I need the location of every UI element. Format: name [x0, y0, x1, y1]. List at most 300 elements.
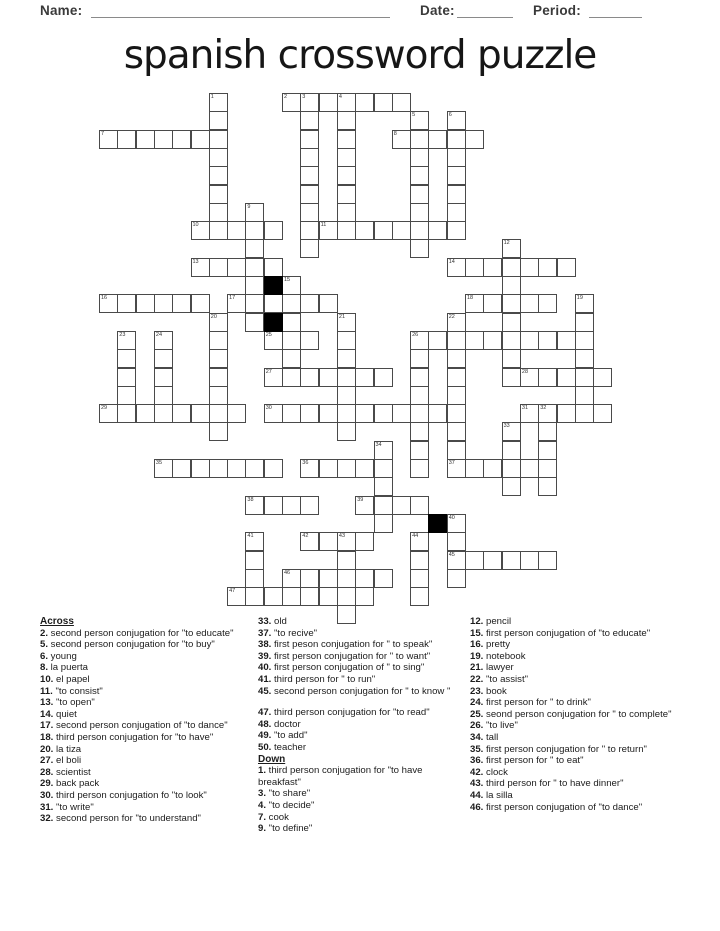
grid-cell[interactable]	[337, 203, 356, 222]
grid-cell[interactable]	[502, 551, 521, 570]
grid-cell[interactable]	[319, 93, 338, 112]
grid-cell[interactable]	[337, 551, 356, 570]
clue-item-number: 31.	[40, 801, 57, 813]
grid-cell[interactable]	[392, 93, 411, 112]
grid-cell[interactable]	[520, 404, 539, 423]
grid-cell[interactable]	[392, 404, 411, 423]
grid-cell[interactable]	[447, 331, 466, 350]
grid-cell[interactable]	[337, 221, 356, 240]
clue-item-number: 48.	[258, 718, 275, 730]
grid-cell[interactable]	[337, 368, 356, 387]
clue-item: 16. pretty	[470, 639, 511, 651]
grid-cell[interactable]	[245, 496, 264, 515]
grid-cell[interactable]	[282, 587, 301, 606]
grid-cell[interactable]	[264, 368, 283, 387]
grid-cell[interactable]	[245, 587, 264, 606]
grid-cell[interactable]	[99, 294, 118, 313]
grid-cell[interactable]	[300, 93, 319, 112]
grid-cell[interactable]	[319, 404, 338, 423]
grid-cell[interactable]	[172, 404, 191, 423]
grid-cell[interactable]	[337, 422, 356, 441]
grid-cell[interactable]	[538, 459, 557, 478]
clue-item-number: 24.	[470, 697, 487, 709]
grid-cell[interactable]	[282, 276, 301, 295]
grid-cell[interactable]	[209, 258, 228, 277]
grid-cell[interactable]	[483, 331, 502, 350]
grid-cell[interactable]	[117, 386, 136, 405]
grid-cell[interactable]	[99, 130, 118, 149]
grid-cell[interactable]	[538, 441, 557, 460]
clue-item: 40. first person conjugation of " to sing"	[258, 662, 425, 674]
grid-cell[interactable]	[447, 514, 466, 533]
grid-cell[interactable]	[355, 587, 374, 606]
grid-cell[interactable]	[465, 294, 484, 313]
grid-cell[interactable]	[410, 404, 429, 423]
clue-number: 33	[503, 423, 510, 430]
clue-item-number: 37.	[258, 627, 275, 639]
grid-cell[interactable]	[447, 368, 466, 387]
clue-item: 30. third person conjugation fo "to look"	[40, 789, 207, 801]
grid-cell[interactable]	[502, 441, 521, 460]
grid-cell[interactable]	[593, 368, 612, 387]
grid-cell[interactable]	[319, 532, 338, 551]
grid-cell[interactable]	[593, 404, 612, 423]
grid-cell[interactable]	[282, 368, 301, 387]
grid-cell[interactable]	[538, 258, 557, 277]
grid-cell[interactable]	[300, 185, 319, 204]
grid-cell[interactable]	[245, 532, 264, 551]
clue-item-number: 1.	[258, 765, 269, 777]
grid-cell[interactable]	[355, 368, 374, 387]
clue-item-number: 15.	[470, 627, 487, 639]
grid-cell[interactable]	[374, 404, 393, 423]
grid-cell[interactable]	[154, 459, 173, 478]
grid-cell[interactable]	[410, 496, 429, 515]
grid-cell[interactable]	[136, 404, 155, 423]
grid-cell[interactable]	[337, 331, 356, 350]
clue-item-number: 42.	[470, 766, 487, 778]
grid-cell[interactable]	[337, 148, 356, 167]
grid-cell[interactable]	[300, 111, 319, 130]
grid-cell[interactable]	[483, 551, 502, 570]
grid-cell[interactable]	[227, 221, 246, 240]
grid-cell[interactable]	[117, 331, 136, 350]
clue-number: 30	[265, 405, 272, 412]
grid-cell[interactable]	[209, 331, 228, 350]
grid-cell[interactable]	[483, 459, 502, 478]
grid-cell[interactable]	[355, 532, 374, 551]
grid-cell[interactable]	[154, 349, 173, 368]
grid-cell[interactable]	[245, 239, 264, 258]
grid-cell[interactable]	[282, 313, 301, 332]
grid-cell[interactable]	[520, 551, 539, 570]
grid-cell[interactable]	[483, 294, 502, 313]
grid-cell[interactable]	[502, 422, 521, 441]
clue-item-number: 25.	[470, 708, 487, 720]
clue-number: 1	[210, 94, 214, 100]
grid-cell[interactable]	[465, 258, 484, 277]
grid-cell[interactable]	[300, 532, 319, 551]
grid-cell[interactable]	[502, 276, 521, 295]
grid-cell[interactable]	[209, 203, 228, 222]
grid-cell[interactable]	[209, 368, 228, 387]
grid-cell[interactable]	[538, 331, 557, 350]
grid-cell[interactable]	[410, 221, 429, 240]
clue-number: 4	[338, 94, 342, 100]
grid-cell[interactable]	[209, 313, 228, 332]
grid-cell[interactable]	[502, 331, 521, 350]
grid-cell[interactable]	[374, 221, 393, 240]
grid-cell[interactable]	[337, 166, 356, 185]
grid-cell[interactable]	[209, 185, 228, 204]
grid-cell[interactable]	[300, 239, 319, 258]
grid-cell[interactable]	[392, 130, 411, 149]
grid-cell[interactable]	[300, 221, 319, 240]
grid-cell[interactable]	[191, 221, 210, 240]
grid-cell[interactable]	[300, 148, 319, 167]
grid-cell[interactable]	[300, 496, 319, 515]
grid-cell[interactable]	[520, 459, 539, 478]
grid-cell[interactable]	[374, 459, 393, 478]
grid-cell[interactable]	[227, 294, 246, 313]
grid-cell[interactable]	[282, 331, 301, 350]
grid-cell[interactable]	[520, 368, 539, 387]
grid-cell[interactable]	[300, 587, 319, 606]
grid-cell[interactable]	[300, 404, 319, 423]
grid-cell[interactable]	[355, 459, 374, 478]
grid-cell[interactable]	[410, 331, 429, 350]
grid-cell[interactable]	[264, 459, 283, 478]
grid-cell[interactable]	[117, 404, 136, 423]
grid-cell[interactable]	[538, 368, 557, 387]
grid-cell[interactable]	[447, 569, 466, 588]
grid-cell[interactable]	[245, 551, 264, 570]
grid-cell[interactable]	[538, 422, 557, 441]
clue-spacer	[258, 697, 460, 707]
grid-cell[interactable]	[300, 166, 319, 185]
grid-cell[interactable]	[282, 294, 301, 313]
grid-cell[interactable]	[502, 239, 521, 258]
grid-cell[interactable]	[209, 422, 228, 441]
grid-cell[interactable]	[538, 477, 557, 496]
grid-cell[interactable]	[410, 459, 429, 478]
grid-cell[interactable]	[355, 569, 374, 588]
grid-cell[interactable]	[154, 331, 173, 350]
grid-cell[interactable]	[502, 349, 521, 368]
grid-cell[interactable]	[191, 258, 210, 277]
clue-number: 32	[540, 405, 547, 412]
grid-cell[interactable]	[337, 313, 356, 332]
grid-cell[interactable]	[410, 185, 429, 204]
grid-cell[interactable]	[410, 349, 429, 368]
grid-cell[interactable]	[319, 569, 338, 588]
grid-cell[interactable]	[465, 331, 484, 350]
clue-item: 21. lawyer	[470, 662, 514, 674]
grid-cell[interactable]	[282, 404, 301, 423]
grid-cell[interactable]	[209, 459, 228, 478]
grid-cell[interactable]	[520, 331, 539, 350]
grid-cell[interactable]	[227, 459, 246, 478]
clue-item: 13. "to open"	[40, 697, 95, 709]
grid-cell[interactable]	[447, 148, 466, 167]
grid-cell[interactable]	[410, 368, 429, 387]
grid-cell[interactable]	[502, 294, 521, 313]
clue-number: 8	[393, 130, 397, 137]
grid-cell[interactable]	[428, 221, 447, 240]
grid-cell[interactable]	[154, 404, 173, 423]
grid-cell[interactable]	[282, 496, 301, 515]
grid-cell[interactable]	[245, 459, 264, 478]
clue-item: 43. third person for " to have dinner"	[470, 778, 624, 790]
grid-cell[interactable]	[209, 404, 228, 423]
grid-cell[interactable]	[447, 532, 466, 551]
grid-cell[interactable]	[575, 368, 594, 387]
clue-item: 35. first person conjugation for " to return"	[470, 743, 647, 755]
grid-cell[interactable]	[575, 313, 594, 332]
grid-cell[interactable]	[319, 294, 338, 313]
grid-cell[interactable]	[172, 130, 191, 149]
grid-cell[interactable]	[447, 441, 466, 460]
grid-cell[interactable]	[282, 93, 301, 112]
grid-cell[interactable]	[447, 258, 466, 277]
grid-cell[interactable]	[410, 166, 429, 185]
grid-cell[interactable]	[483, 258, 502, 277]
grid-cell[interactable]	[300, 294, 319, 313]
grid-cell[interactable]	[264, 404, 283, 423]
grid-cell[interactable]	[191, 294, 210, 313]
clue-item: 28. scientist	[40, 766, 91, 778]
grid-cell[interactable]	[337, 185, 356, 204]
grid-cell[interactable]	[245, 276, 264, 295]
grid-cell[interactable]	[557, 258, 576, 277]
grid-cell[interactable]	[264, 258, 283, 277]
grid-cell[interactable]	[337, 569, 356, 588]
grid-cell[interactable]	[447, 551, 466, 570]
grid-cell[interactable]	[575, 386, 594, 405]
grid-cell[interactable]	[520, 258, 539, 277]
grid-cell[interactable]	[300, 368, 319, 387]
grid-cell[interactable]	[264, 331, 283, 350]
grid-cell[interactable]	[374, 441, 393, 460]
grid-cell[interactable]	[538, 551, 557, 570]
grid-cell[interactable]	[447, 422, 466, 441]
grid-cell[interactable]	[300, 130, 319, 149]
grid-cell[interactable]	[538, 294, 557, 313]
clue-item-number: 49.	[258, 730, 275, 742]
grid-cell[interactable]	[191, 404, 210, 423]
clue-item: 37. "to recive"	[258, 627, 318, 639]
grid-cell[interactable]	[227, 404, 246, 423]
grid-cell[interactable]	[575, 404, 594, 423]
grid-cell[interactable]	[172, 459, 191, 478]
grid-cell[interactable]	[319, 221, 338, 240]
grid-cell[interactable]	[209, 93, 228, 112]
clue-item: 48. doctor	[258, 718, 301, 730]
grid-cell[interactable]	[447, 459, 466, 478]
clue-number: 31	[521, 405, 529, 412]
grid-cell[interactable]	[300, 459, 319, 478]
clue-number: 18	[467, 295, 474, 302]
grid-cell[interactable]	[337, 404, 356, 423]
grid-cell[interactable]	[355, 404, 374, 423]
grid-cell[interactable]	[502, 258, 521, 277]
grid-cell[interactable]	[282, 569, 301, 588]
grid-cell[interactable]	[245, 258, 264, 277]
grid-cell[interactable]	[209, 111, 228, 130]
grid-cell[interactable]	[447, 313, 466, 332]
grid-cell[interactable]	[337, 532, 356, 551]
clue-number: 46	[284, 569, 291, 576]
clue-item-number: 32.	[40, 813, 57, 825]
grid-cell[interactable]	[557, 331, 576, 350]
grid-cell[interactable]	[428, 404, 447, 423]
grid-cell[interactable]	[410, 441, 429, 460]
grid-cell[interactable]	[99, 404, 118, 423]
grid-cell[interactable]	[410, 569, 429, 588]
grid-cell[interactable]	[172, 294, 191, 313]
grid-cell[interactable]	[447, 221, 466, 240]
grid-cell[interactable]	[117, 294, 136, 313]
grid-cell[interactable]	[337, 459, 356, 478]
grid-cell[interactable]	[209, 166, 228, 185]
grid-cell[interactable]	[447, 203, 466, 222]
clue-item-number: 30.	[40, 789, 57, 801]
clue-item-number: 21.	[470, 662, 487, 674]
grid-cell[interactable]	[502, 368, 521, 387]
grid-cell[interactable]	[355, 93, 374, 112]
grid-cell[interactable]	[245, 294, 264, 313]
grid-cell[interactable]	[410, 148, 429, 167]
grid-cell[interactable]	[447, 111, 466, 130]
grid-cell[interactable]	[245, 221, 264, 240]
grid-cell[interactable]	[447, 404, 466, 423]
grid-cell[interactable]	[300, 203, 319, 222]
grid-cell[interactable]	[392, 221, 411, 240]
clue-item: 32. second person for "to understand"	[40, 813, 201, 825]
grid-cell[interactable]	[410, 203, 429, 222]
grid-cell[interactable]	[575, 294, 594, 313]
grid-cell[interactable]	[209, 349, 228, 368]
grid-cell[interactable]	[502, 477, 521, 496]
grid-cell[interactable]	[428, 130, 447, 149]
grid-cell[interactable]	[410, 532, 429, 551]
clue-item: 17. second person conjugation of "to dance"	[40, 720, 228, 732]
grid-cell[interactable]	[410, 386, 429, 405]
grid-cell[interactable]	[374, 569, 393, 588]
grid-cell[interactable]	[191, 459, 210, 478]
grid-cell[interactable]	[245, 313, 264, 332]
grid-cell[interactable]	[300, 331, 319, 350]
grid-cell[interactable]	[245, 569, 264, 588]
grid-cell[interactable]	[136, 294, 155, 313]
grid-cell[interactable]	[410, 587, 429, 606]
grid-cell[interactable]	[319, 459, 338, 478]
grid-cell[interactable]	[337, 130, 356, 149]
grid-cell[interactable]	[447, 349, 466, 368]
grid-cell[interactable]	[191, 130, 210, 149]
grid-cell[interactable]	[154, 294, 173, 313]
grid-cell[interactable]	[410, 422, 429, 441]
grid-cell[interactable]	[355, 496, 374, 515]
grid-cell[interactable]	[465, 130, 484, 149]
clue-item: 4. "to decide"	[258, 799, 315, 811]
grid-cell[interactable]	[355, 221, 374, 240]
grid-cell[interactable]	[465, 551, 484, 570]
grid-cell[interactable]	[374, 93, 393, 112]
clue-number: 38	[247, 496, 254, 503]
grid-cell[interactable]	[154, 368, 173, 387]
grid-cell[interactable]	[465, 459, 484, 478]
grid-cell[interactable]	[117, 349, 136, 368]
grid-cell[interactable]	[575, 331, 594, 350]
grid-cell[interactable]	[209, 148, 228, 167]
grid-cell[interactable]	[374, 368, 393, 387]
grid-cell[interactable]	[209, 221, 228, 240]
clue-item: 19. notebook	[470, 650, 526, 662]
grid-cell[interactable]	[227, 258, 246, 277]
grid-cell[interactable]	[410, 130, 429, 149]
grid-cell[interactable]	[154, 386, 173, 405]
grid-cell[interactable]	[410, 111, 429, 130]
grid-cell[interactable]	[245, 203, 264, 222]
grid-cell[interactable]	[264, 587, 283, 606]
clue-number: 24	[155, 331, 163, 338]
clue-number: 43	[338, 533, 346, 540]
grid-cell[interactable]	[337, 111, 356, 130]
grid-cell[interactable]	[264, 221, 283, 240]
grid-cell[interactable]	[209, 386, 228, 405]
clue-number: 15	[284, 277, 291, 283]
grid-cell[interactable]	[282, 349, 301, 368]
grid-cell[interactable]	[300, 569, 319, 588]
grid-cell[interactable]	[410, 551, 429, 570]
grid-cell[interactable]	[319, 587, 338, 606]
grid-cell[interactable]	[374, 477, 393, 496]
grid-cell[interactable]	[319, 368, 338, 387]
grid-cell[interactable]	[520, 294, 539, 313]
grid-cell[interactable]	[337, 93, 356, 112]
grid-cell[interactable]	[136, 130, 155, 149]
grid-cell[interactable]	[227, 587, 246, 606]
grid-cell[interactable]	[264, 294, 283, 313]
grid-cell[interactable]	[337, 587, 356, 606]
grid-cell[interactable]	[447, 130, 466, 149]
grid-cell[interactable]	[410, 239, 429, 258]
grid-cell[interactable]	[447, 386, 466, 405]
clue-item: 46. first person conjugation of "to dance"	[470, 801, 643, 813]
grid-cell[interactable]	[447, 166, 466, 185]
grid-cell[interactable]	[374, 496, 393, 515]
grid-cell[interactable]	[264, 496, 283, 515]
grid-cell[interactable]	[502, 313, 521, 332]
grid-cell[interactable]	[209, 130, 228, 149]
grid-cell[interactable]	[428, 331, 447, 350]
grid-cell[interactable]	[374, 514, 393, 533]
grid-cell[interactable]	[502, 459, 521, 478]
grid-black-cell	[428, 514, 447, 533]
grid-cell[interactable]	[337, 349, 356, 368]
grid-cell[interactable]	[447, 185, 466, 204]
grid-cell[interactable]	[337, 386, 356, 405]
grid-cell[interactable]	[392, 496, 411, 515]
grid-cell[interactable]	[117, 130, 136, 149]
grid-cell[interactable]	[538, 404, 557, 423]
grid-cell[interactable]	[557, 404, 576, 423]
grid-cell[interactable]	[575, 349, 594, 368]
grid-cell[interactable]	[154, 130, 173, 149]
grid-cell[interactable]	[117, 368, 136, 387]
grid-cell[interactable]	[557, 368, 576, 387]
